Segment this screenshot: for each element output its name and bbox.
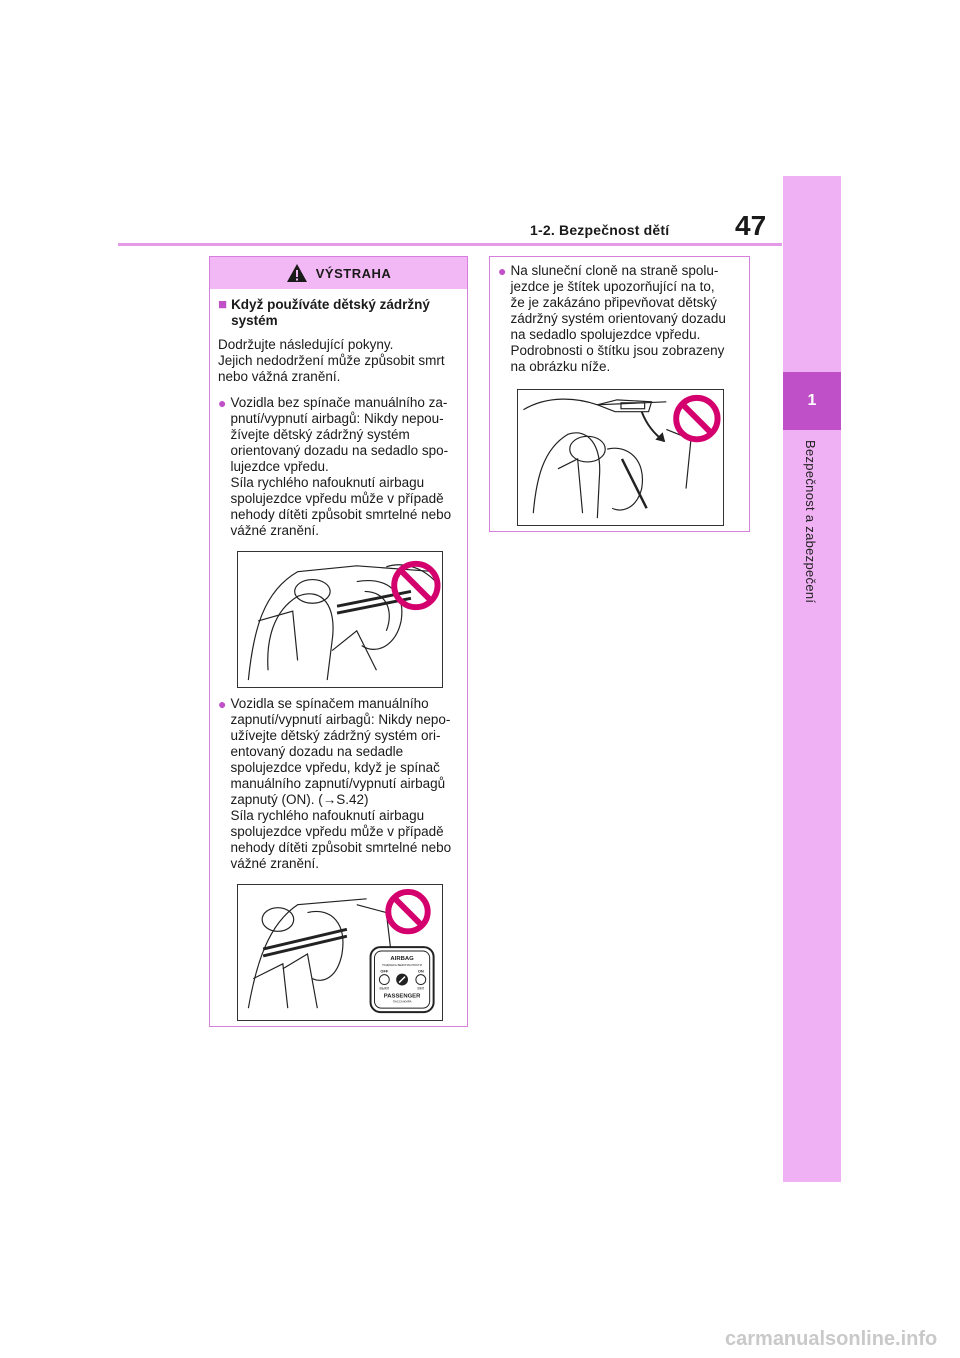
circle-bullet-icon: ● xyxy=(218,395,227,411)
chapter-title: Bezpečnost a zabezpečení xyxy=(803,440,818,604)
airbag-label-off: OFF xyxy=(380,968,389,974)
warning-box xyxy=(209,256,468,1027)
airbag-label-icon xyxy=(371,947,434,1012)
footer-watermark: carmanualsonline.info xyxy=(725,1328,938,1350)
note-text: Na sluneční cloně na straně spolu- jezdce je štítek upozorňující na to, že je zakázáno připevňovat dětský zádržný systém orientovaný dozadu na sedadlo spolujezdce vpředu. Podrobnosti o štítku jsou zobrazeny na obrázku níže. xyxy=(510,263,726,374)
chapter-number-tab[interactable] xyxy=(783,372,841,430)
warning-header xyxy=(210,257,467,289)
warning-title: VÝSTRAHA xyxy=(315,265,392,281)
airbag-label-on-ru: ВКЛ xyxy=(417,986,425,991)
airbag-label-top: AIRBAG xyxy=(390,955,414,962)
warning-subheading: Když používáte dětský zádržný systém xyxy=(231,297,430,328)
illustration-airbag-switch xyxy=(237,884,443,1021)
warning-triangle-icon xyxy=(286,263,308,283)
circle-bullet-icon: ● xyxy=(218,696,227,712)
airbag-label-on: ON xyxy=(417,968,424,974)
illustration-airbag-child-seat xyxy=(237,551,443,688)
circle-bullet-icon: ● xyxy=(498,263,507,279)
header-rule xyxy=(118,243,782,246)
illustration-sun-visor xyxy=(517,389,724,526)
chapter-number: 1 xyxy=(807,392,817,409)
square-bullet-icon: ■ xyxy=(218,296,228,313)
section-title: 1-2. Bezpečnost dětí xyxy=(530,222,670,238)
chapter-title-tab xyxy=(783,440,841,650)
airbag-label-sub-top: ПОДУШКА БЕЗОПАСНОСТИ xyxy=(382,962,422,967)
airbag-label-bottom: PASSENGER xyxy=(383,993,421,1000)
warning-subheading-row xyxy=(218,297,462,329)
prohibition-icon xyxy=(388,892,427,931)
warning-item xyxy=(218,696,462,872)
sun-visor-note-box xyxy=(489,256,750,532)
warning-item-text: Vozidla bez spínače manuálního za- pnutí/vypnutí airbagů: Nikdy nepou- žívejte dětský zádržný systém orientovaný dozadu na sedadlo spo- lujezdce vpředu. Síla rychlého nafouknutí airbagu spolujezdce vpředu může v případě nehody dítěti způsobit smrtelné nebo vážné zranění. xyxy=(230,395,452,538)
page-number: 47 xyxy=(735,210,767,241)
chapter-tab-strip xyxy=(783,176,841,1182)
airbag-label-sub-bottom: ПАССАЖИРА xyxy=(392,999,412,1004)
airbag-label-off-ru: ВЫКЛ xyxy=(379,986,390,991)
warning-item-text: Vozidla se spínačem manuálního zapnutí/vypnutí airbagů: Nikdy nepo- užívejte dětský zádržný systém ori- entovaný dozadu na sedadle spolujezdce vpředu, když je spínač manuálního zapnutí/vypnutí airbagů zapnutý (ON). (→S.42) Síla rychlého nafouknutí airbagu spolujezdce vpředu může v případě nehody dítěti způsobit smrtelné nebo vážné zranění. xyxy=(230,696,452,871)
warning-item xyxy=(218,395,462,539)
warning-intro: Dodržujte následující pokyny. Jejich nedodržení může způsobit smrt nebo vážná zranění. xyxy=(218,337,445,384)
prohibition-icon xyxy=(676,398,717,439)
note-item xyxy=(498,263,744,375)
